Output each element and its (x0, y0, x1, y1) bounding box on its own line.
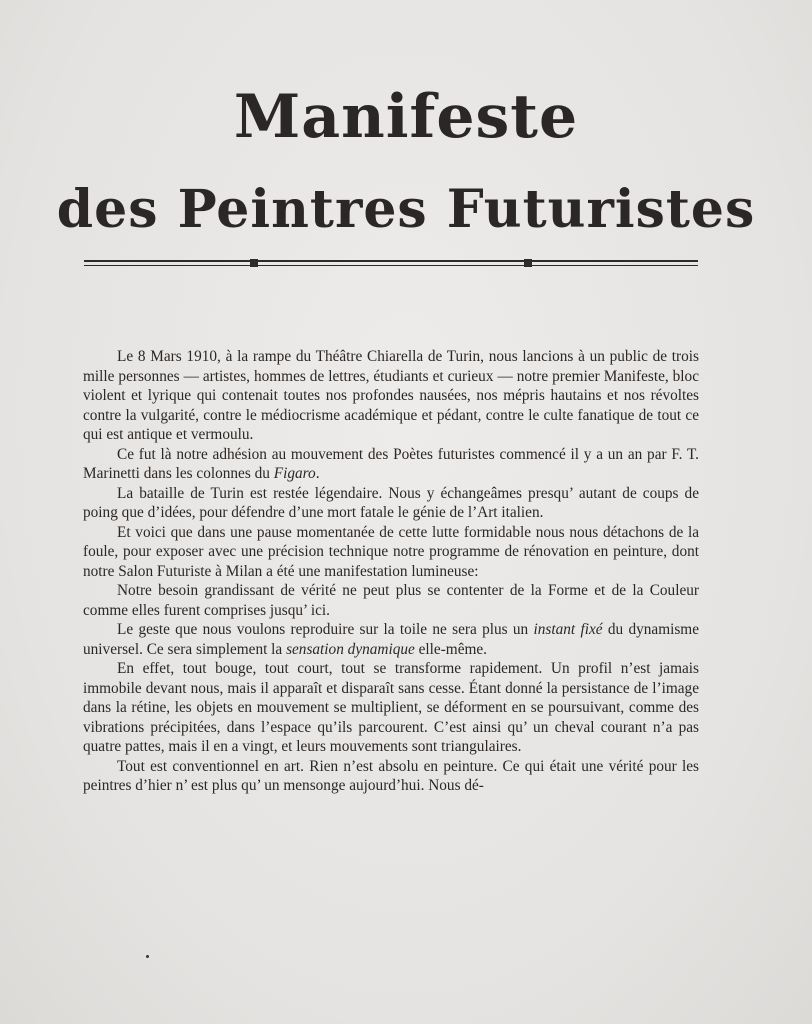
paragraph-text: En effet, tout bouge, tout court, tout se transforme rapidement. Un profil n’est jamais immobile devant nous, mais il apparaît et disparaît sans cesse. Étant donné la persistance de l’image dans la rétine, les objets en mouvement se multiplient, se déforment en se poursuivant, comme des vibrations précipitées, dans l’espace qu’ils parcourent. C’est ainsi qu’ un cheval courant n’a pas quatre pattes, mais il en a vingt, et leurs mouvements sont triangulaires. (83, 660, 699, 755)
title-line-1: Manifeste (233, 82, 579, 152)
paragraph (83, 581, 699, 620)
paragraph (83, 757, 699, 796)
paragraph-text: La bataille de Turin est restée légendaire. Nous y échangeâmes presqu’ autant de coups de poing que d’idées, pour défendre d’une mort fatale le génie de l’Art italien. (83, 484, 699, 521)
paragraph-text: Le geste que nous voulons reproduire sur la toile ne sera plus un (117, 621, 534, 638)
italic-text: Figaro (273, 465, 316, 482)
title-line-2: des Peintres Futuristes (56, 179, 756, 240)
paragraph-text: du dynamisme universel. Ce sera simplement la (83, 621, 699, 658)
italic-text: sensation dynamique (286, 640, 415, 658)
paragraph (83, 523, 699, 582)
paragraph-text: Le 8 Mars 1910, à la rampe du Théâtre Chiarella de Turin, nous lancions à un public de trois mille personnes — artistes, hommes de lettres, étudiants et curieux — notre premier Manifeste, bloc violent et lyrique qui contenait toutes nos profondes nausées, nos mépris hautains et nos révoltes contre la vulgarité, contre le médiocrisme académique et pédant, contre le culte fanatique de tout ce qui est antique et vermoulu. (83, 348, 699, 443)
italic-text: instant fixé (533, 621, 603, 638)
ornamental-divider (84, 256, 698, 272)
paragraph-text: Tout est conventionnel en art. Rien n’est absolu en peinture. Ce qui était une vérité pour les peintres d’hier n’ est plus qu’ un mensonge aujourd’hui. Nous dé- (83, 757, 699, 794)
divider-square-ornament (250, 259, 258, 267)
manifesto-body-text (83, 347, 699, 796)
paragraph-text: elle-même. (414, 640, 487, 658)
paragraph-text: . (315, 465, 320, 482)
paragraph (83, 347, 699, 445)
paragraph (83, 620, 699, 659)
paragraph-text: Notre besoin grandissant de vérité ne peut plus se contenter de la Forme et de la Couleur comme elles furent comprises jusqu’ ici. (83, 582, 699, 619)
paragraph-text: Et voici que dans une pause momentanée de cette lutte formidable nous nous détachons de la foule, pour exposer avec une précision technique notre programme de rénovation en peinture, dont notre Salon Futuriste à Milan a été une manifestation lumineuse: (83, 523, 699, 580)
ink-speck (146, 955, 149, 958)
divider-square-ornament (524, 259, 532, 267)
paragraph (83, 445, 699, 484)
paragraph (83, 659, 699, 757)
paragraph-text: Ce fut là notre adhésion au mouvement des Poètes futuristes commencé il y a un an par F. T. Marinetti dans les colonnes du (83, 445, 699, 482)
paragraph (83, 484, 699, 523)
